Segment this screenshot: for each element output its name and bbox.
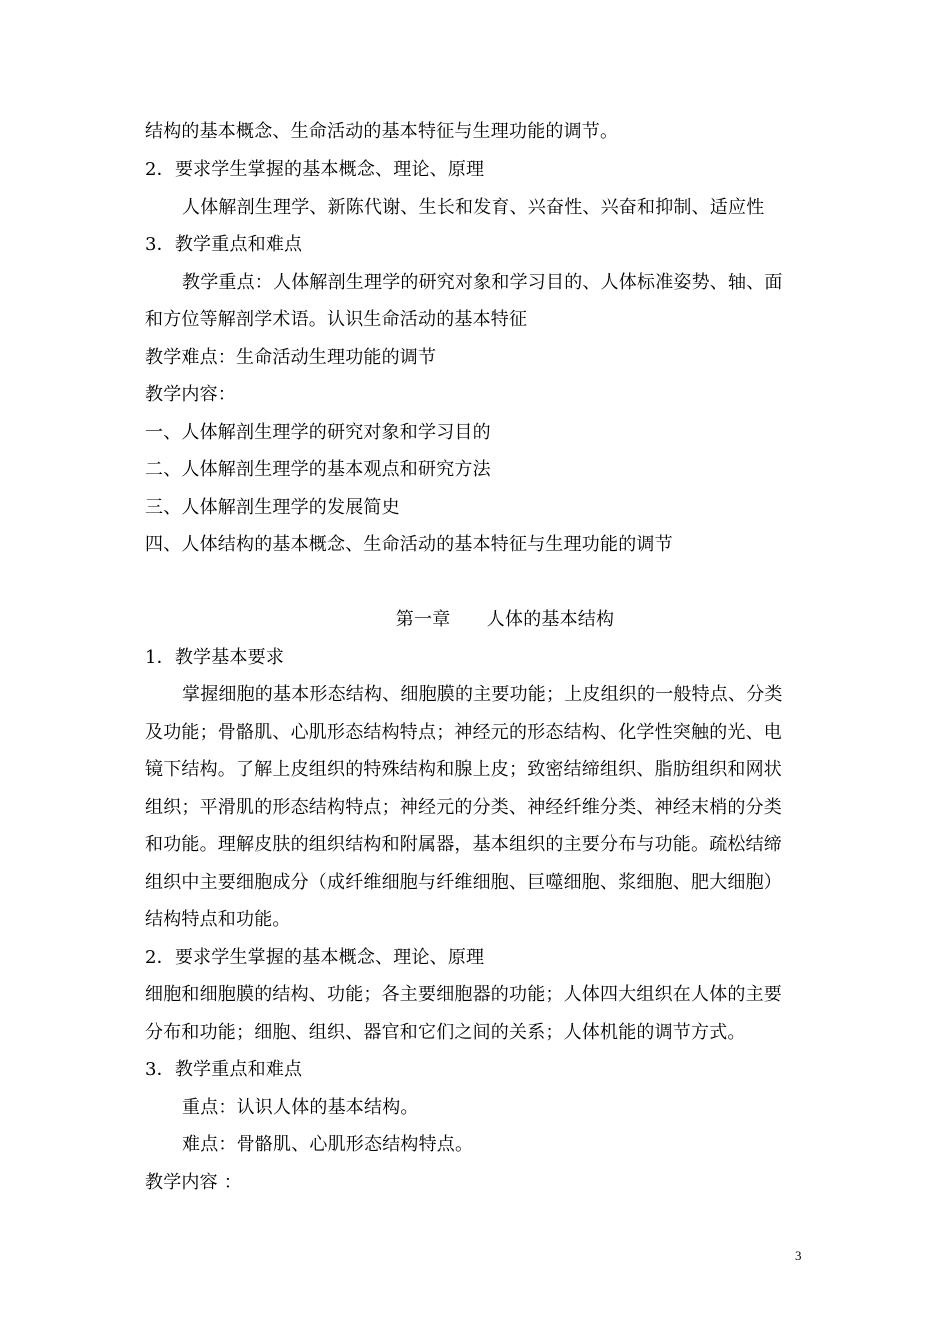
text-line: 重点：认识人体的基本结构。: [182, 1097, 419, 1118]
chapter-title: 第一章 人体的基本结构: [395, 609, 615, 630]
text-line: 难点：骨骼肌、心肌形态结构特点。: [182, 1134, 474, 1155]
text-line: 和方位等解剖学术语。认识生命活动的基本特征: [145, 309, 528, 330]
text-line: 镜下结构。了解上皮组织的特殊结构和腺上皮；致密结缔组织、脂肪组织和网状: [145, 759, 782, 780]
text-line: 教学难点：生命活动生理功能的调节: [145, 347, 437, 368]
section-heading: 3．教学重点和难点: [145, 234, 303, 255]
page-number: 3: [795, 1248, 802, 1263]
text-line: 人体解剖生理学、新陈代谢、生长和发育、兴奋性、兴奋和抑制、适应性: [182, 197, 765, 218]
section-heading: 2．要求学生掌握的基本概念、理论、原理: [145, 947, 485, 968]
text-line: 掌握细胞的基本形态结构、细胞膜的主要功能；上皮组织的一般特点、分类: [182, 684, 783, 705]
text-line: 教学重点：人体解剖生理学的研究对象和学习目的、人体标准姿势、轴、面: [182, 272, 783, 293]
section-heading: 2．要求学生掌握的基本概念、理论、原理: [145, 159, 485, 180]
list-item: 三、人体解剖生理学的发展简史: [145, 497, 400, 518]
text-line: 细胞和细胞膜的结构、功能；各主要细胞器的功能；人体四大组织在人体的主要: [145, 984, 782, 1005]
text-line: 和功能。理解皮肤的组织结构和附属器，基本组织的主要分布与功能。疏松结缔: [145, 834, 782, 855]
list-item: 二、人体解剖生理学的基本观点和研究方法: [145, 459, 491, 480]
text-line: 结构的基本概念、生命活动的基本特征与生理功能的调节。: [145, 121, 619, 142]
text-line: 教学内容：: [145, 384, 236, 405]
text-line: 教学内容 ：: [145, 1172, 242, 1193]
text-line: 分布和功能；细胞、组织、器官和它们之间的关系；人体机能的调节方式。: [145, 1022, 746, 1043]
section-heading: 1．教学基本要求: [145, 647, 285, 668]
list-item: 四、人体结构的基本概念、生命活动的基本特征与生理功能的调节: [145, 534, 673, 555]
text-line: 及功能；骨骼肌、心肌形态结构特点；神经元的形态结构、化学性突触的光、电: [145, 722, 782, 743]
section-heading: 3．教学重点和难点: [145, 1059, 303, 1080]
text-line: 组织中主要细胞成分（成纤维细胞与纤维细胞、巨噬细胞、浆细胞、肥大细胞）: [145, 872, 782, 893]
text-line: 组织；平滑肌的形态结构特点；神经元的分类、神经纤维分类、神经末梢的分类: [145, 797, 782, 818]
list-item: 一、人体解剖生理学的研究对象和学习目的: [145, 422, 491, 443]
text-line: 结构特点和功能。: [145, 909, 291, 930]
